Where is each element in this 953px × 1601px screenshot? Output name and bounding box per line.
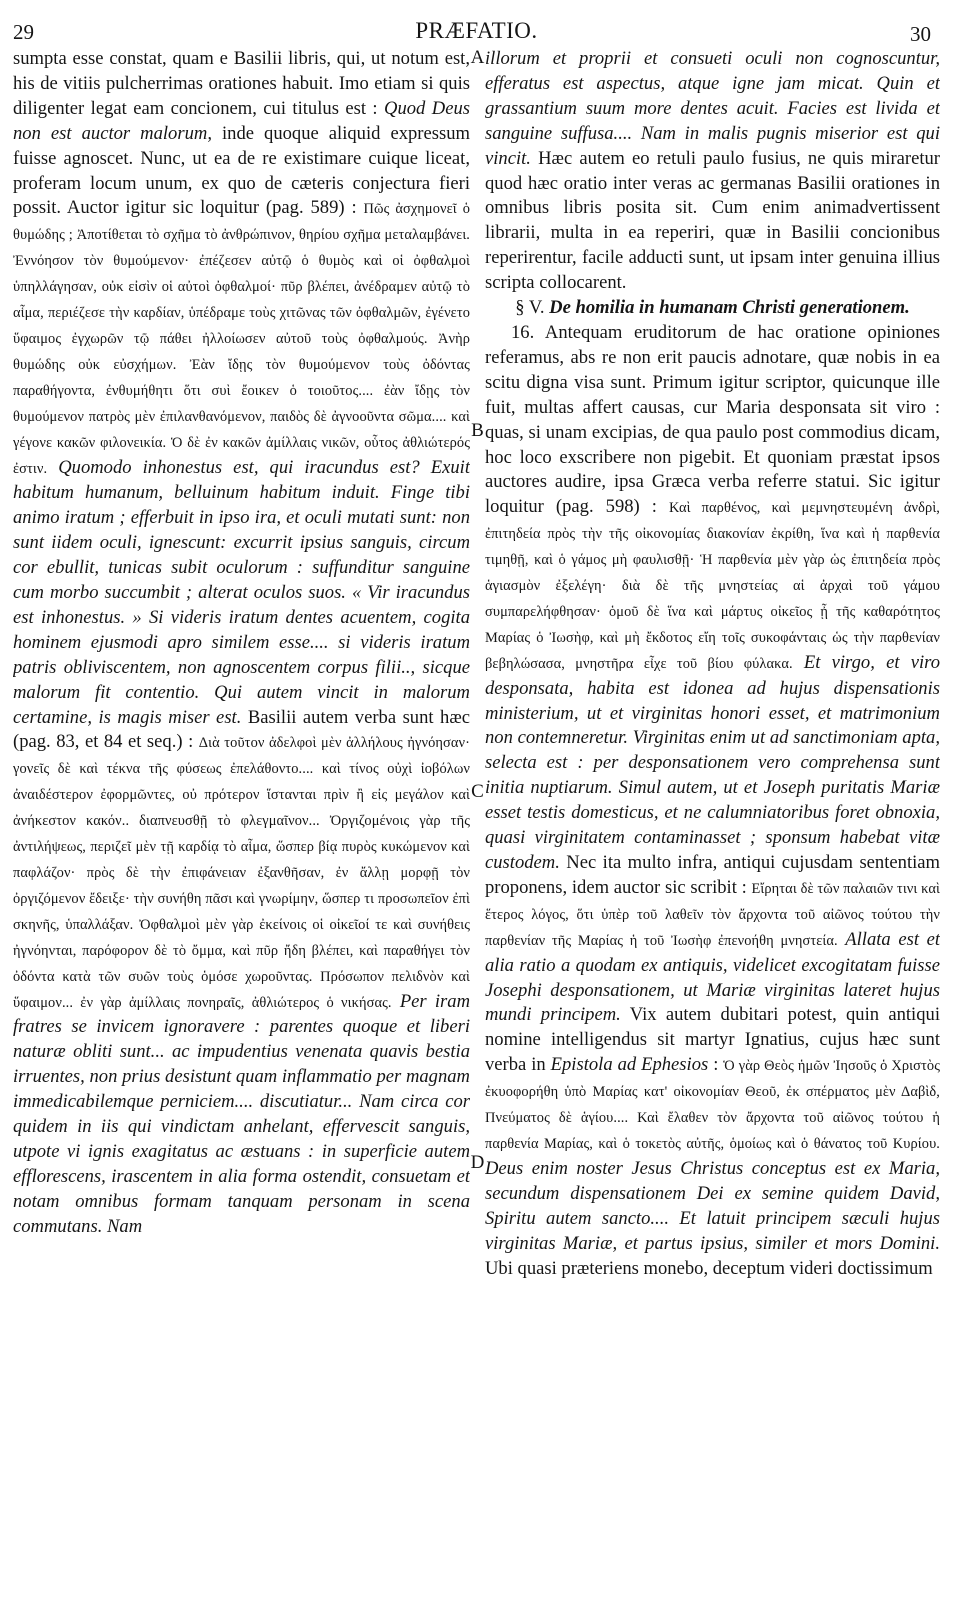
- latin-translation-2: Per iram fratres se invicem ignoravere : parentes quoque et liberi naturæ obliti sunt... ac impudentius venenata quavis bestia irruentes, non prius desistunt quam inflammatio per magnam immedicabilemque perniciem.... discutiatur... Nam circa cor quidem in iis qui vindictam anhelant, effervescit sanguis, utpote vi ignis exagitatus ac æstuans : in superficie autem efflorescens, irascentem in alia forma ostendit, consuetam et notam omnibus formam tanquam personam in scena commutans.: [13, 990, 470, 1237]
- p18-text-b: :: [708, 1054, 724, 1076]
- greek-quote-3: Καὶ παρθένος, καὶ μεμνηστευμένη ἀνδρὶ, ἐπιτηδεία πρὸς τὴν τῆς οἰκονομίας διακονίαν ἐκρίθη, ἵνα καὶ ἡ παρθενία τιμηθῇ, καὶ ὁ γάμος μὴ φαυλισθῇ· Ἡ παρθενία μὲν γὰρ ὡς ἐπιτηδεία πρὸς ἁγιασμὸν ἐξελέγη· διὰ δὲ τῆς μνηστείας αἱ ἀρχαὶ τοῦ γάμου συμπαρελήφθησαν· ὁμοῦ δὲ ἵνα καὶ μάρτυς οἰκεῖος ᾖ τῆς καθαρότητος Μαρίας ὁ Ἰωσὴφ, καὶ μὴ ἔκδοτος εἴη τοῖς συκοφάνταις ὡς τὴν παρθενίαν βεβηλώσασα, μνηστῆρα εἶχε τοῦ βίου φύλακα.: [485, 500, 940, 672]
- p19-text: Ubi quasi præteriens monebo, deceptum videri doctissimum: [485, 1257, 933, 1279]
- right-paragraph-continuation: [485, 47, 940, 296]
- right-text-1: Hæc autem eo retuli paulo fusius, ne quis miraretur quod hæc oratio inter veras ac germanas Basilii orationes in omnibus libris posita sit. Cum enim animadvertissent librarii, multa in ea reperiri, quæ in Basilii concionibus reperirentur, facile adducti sunt, ut ipsam inter genuina illius scripta collocarent.: [485, 147, 940, 294]
- left-text-2: Basilii autem verba sunt hæc (pag. 83, et 84 et seq.) :: [13, 706, 470, 753]
- greek-quote-4: Εἴρηται δὲ τῶν παλαιῶν τινι καὶ ἕτερος λόγος, ὅτι ὑπὲρ τοῦ λαθεῖν τὸν ἄρχοντα τοῦ αἰῶνος τούτου τὴν παρθενίαν τῆς Μαρίας ἡ τοῦ Ἰωσὴφ ἐπενοήθη μνηστεία.: [485, 880, 940, 949]
- epistle-title: Epistola ad Ephesios: [550, 1054, 709, 1076]
- section-heading: [485, 296, 940, 321]
- latin-translation-1: Quomodo inhonestus est, qui iracundus est? Exuit habitum humanum, belluinum habitum induit. Finge tibi animo iratum ; efferbuit in ipso ira, et oculi mutati sunt: non sunt iidem oculi, ignescunt: excurrit ipsius sanguis, circum cor ebullit, tunicas subit oculorum : suffunditur sanguine cum morbo succumbit ; alterat oculos suos. « Vir iracundus est inhonestus. » Si videris iratum dentes acuentem, cogita hominem ejusmodi apro similem esse.... si videris iratum patris obliviscentem, non agnoscentem corpus filii.., sicque malorum fit contentio. Qui autem vincit in malorum certamine, is magis miser est.: [13, 456, 470, 728]
- left-column: [13, 47, 470, 1587]
- latin-translation-4: Allata est et alia ratio a quodam ex antiquis, videlicet excogitatam fuisse Josephi desponsationem, ut Mariæ virginitas lateret hujus mundi principem.: [485, 928, 940, 1026]
- page-number-left: 29: [13, 20, 34, 44]
- margin-marker-b: B: [471, 420, 484, 441]
- page-number-right: 30: [910, 22, 931, 46]
- greek-quote-5: Ὁ γὰρ Θεὸς ἡμῶν Ἰησοῦς ὁ Χριστὸς ἐκυοφορήθη ὑπὸ Μαρίας κατ' οἰκονομίαν Θεοῦ, ἐκ σπέρματος μὲν Δαβὶδ, Πνεύματος δὲ ἁγίου.... Καὶ ἔλαθεν τὸν ἄρχοντα τοῦ αἰῶνος τούτου ἡ παρθενία Μαρίας, καὶ ὁ τοκετὸς αὐτῆς, ὁμοίως καὶ ὁ θάνατος τοῦ Κυρίου.: [485, 1058, 940, 1152]
- left-text-1a: sumpta esse constat, quam e Basilii libris, qui, ut notum est, his de vitiis pulcherrimas orationes habuit. Imo etiam si quis diligenter legat eam concionem, cui titulus est :: [13, 48, 470, 119]
- margin-marker-d: D: [470, 1152, 485, 1173]
- p18-text: Vix autem dubitari potest, quin antiqui nomine intelligendus sit martyr Ignatius, cujus hæc sunt verba in: [485, 1004, 940, 1076]
- running-title: PRÆFATIO.: [415, 18, 538, 43]
- margin-marker-a: A: [470, 47, 485, 68]
- left-paragraph: [13, 47, 470, 1240]
- p17-text: Nec ita multo infra, antiqui cujusdam sententiam proponens, idem auctor sic scribit :: [485, 852, 940, 898]
- greek-quote-2: Διὰ τοῦτον ἀδελφοὶ μὲν ἀλλήλους ἠγνόησαν· γονεῖς δὲ καὶ τέκνα τῆς φύσεως ἐπελάθοντο.... καὶ τίνος οὐχὶ ἰοβόλων ἀναιδέστερον ἐφορμῶντες, οὐ πρότερον ἵστανται πρὶν ἢ εἰς μεγάλον καὶ ἀνήκεστον κακόν.. διαπνευσθῇ τὸ φλεγμαῖνον... Ὀργιζομένοις γὰρ τῆς ἀντιλήψεως, περιζεῖ μὲν τῇ καρδίᾳ τὸ αἷμα, ὥσπερ βίᾳ πυρὸς κυκώμενον καὶ παφλάζον· πρὸς δὲ τὴν ἐπιφάνειαν ἐξανθῆσαν, ἐν ἄλλῃ μορφῇ τὸν ὀργιζόμενον ἔδειξε· τὴν συνήθη πᾶσι καὶ γνωρίμην, ὥσπερ τι προσωπεῖον ἐπὶ σκηνῆς, ὑπαλλάξαν. Ὀφθαλμοὶ μὲν γὰρ ἐκείνοις οἱ οἰκεῖοί τε καὶ συνήθεις ἠγνόηνται, παρόφορον δὲ τὸ ὄμμα, καὶ πῦρ ἤδη βλέπει, καὶ παραθήγει τὸν ὀδόντα κατὰ τῶν συῶν τοὺς ὁμόσε χωροῦντας. Πρόσωπον πελιδνὸν καὶ ὕφαιμον... ἐν γὰρ ἀμίλλαις πονηραῖς, ἀθλιώτερος ὁ νικήσας.: [13, 735, 470, 1011]
- latin-translation-cont: illorum et proprii et consueti oculi non cognoscuntur, efferatus est aspectus, atque igne jam micat. Quin et grassantium suum more dentes acuit. Facies est livida et sanguine suffusa.... Nam in malis pugnis miserior est qui vincit.: [485, 48, 940, 169]
- homily-title: Quod Deus non est auctor malorum,: [13, 97, 470, 144]
- p16-text: 16. Antequam eruditorum de hac oratione opiniones referamus, abs re non erit paucis adnotare, quæ nobis in ea scitu digna visa sunt. Primum igitur scriptor, quicunque ille fuit, multas affert causas, cur Maria desponsata sit viro : quas, si unam excipias, de qua paulo post commodius dicam, hoc loco exscribere non pigebit. Et quoniam præstat ipsos auctores audire, ipsa Græca verba referre statui. Sic igitur loquitur (pag. 598) :: [485, 321, 940, 518]
- paragraph-16: [485, 321, 940, 1281]
- section-number: § V.: [515, 297, 550, 319]
- section-title: De homilia in humanam Christi generationem.: [549, 297, 910, 319]
- left-trailing-word: Nam: [102, 1215, 143, 1237]
- left-text-1b: inde quoque aliquid expressum fuisse agnoscet. Nunc, ut ea de re existimare cuique liceat, proferam locum unum, ex quo de cæteris conjectura fieri possit. Auctor igitur sic loquitur (pag. 589) :: [13, 122, 470, 219]
- greek-quote-1: Πῶς ἀσχημονεῖ ὁ θυμώδης ; Ἀποτίθεται τὸ σχῆμα τὸ ἀνθρώπινον, θηρίου σχῆμα μεταλαμβάνει. Ἐννόησον τὸν θυμούμενον· ἐπέζεσεν αὐτῷ ὁ θυμὸς καὶ οἱ ὀφθαλμοὶ ὑπηλλάγησαν, οὐκ εἰσὶν οἱ αὐτοὶ ὀφθαλμοί· πῦρ βλέπει, ἀνέδραμεν αὐτῷ τὸ αἷμα, περιέζεσε τὴν καρδίαν, ὑπέδραμε τοὺς χιτῶνας τῶν ὀφθαλμῶν, ἐγένετο ὕφαιμος ἐγχωρῶν τῷ πάθει ἠλλοίωσεν αὐτοῦ τοὺς ὀφθαλμούς. Ἀνὴρ θυμώδης οὐκ εὐσχήμων. Ἐὰν ἴδῃς τὸν θυμούμενον τοὺς ὀδόντας παραθήγοντα, ἐνθυμήθητι ὅτι συὶ ἔοικεν ὁ τοιοῦτος.... ἐὰν ἴδῃς τὸν θυμούμενον πατρὸς μὲν ἐπιλανθανόμενον, παιδὸς δὲ ἀγνοοῦντα σῶμα.... καὶ γέγονε κακῶν φιλονεικία. Ὁ δὲ ἐν κακῶν ἀμίλλαις νικῶν, οὗτος ἀθλιώτερός ἐστιν.: [13, 201, 470, 477]
- latin-translation-5: Deus enim noster Jesus Christus conceptus est ex Maria, secundum dispensationem Dei ex semine quidem David, Spiritu autem sancto.... Et latuit principem sæculi hujus virginitas Mariæ, et partus ipsius, similer et mors Domini.: [485, 1157, 940, 1254]
- right-column: [485, 47, 940, 1587]
- page-header: [0, 12, 953, 46]
- latin-translation-3: Et virgo, et viro desponsata, habita est idonea ad hujus dispensationis ministerium, ut et virginitas honori esset, et matrimonium non contemneretur. Virginitas enim ut ad sanctimoniam apta, selecta est : per desponsationem vero comprehensa sunt initia nuptiarum. Simul autem, ut et Joseph puritatis Mariæ esset testis domesticus, et ne calumniatoribus foret obnoxia, quasi virginitatem contaminasset ; sponsum habebat vitæ custodem.: [485, 651, 940, 873]
- margin-marker-c: C: [471, 781, 484, 802]
